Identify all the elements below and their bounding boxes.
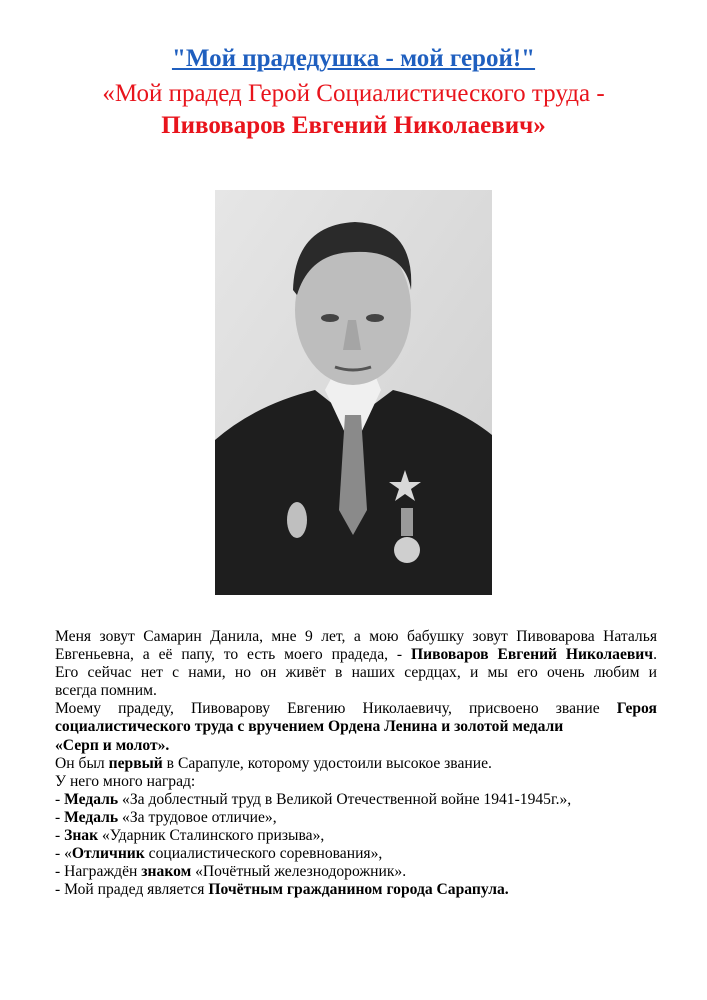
bold-text: Героя bbox=[616, 700, 657, 718]
portrait-photo-icon bbox=[215, 190, 492, 595]
text: всегда помним. bbox=[55, 682, 157, 700]
bold-text: Медаль bbox=[64, 790, 119, 808]
text-line bbox=[55, 737, 657, 755]
bold-text: знаком bbox=[141, 863, 192, 881]
story-text bbox=[55, 628, 657, 899]
text: Он был bbox=[55, 754, 109, 772]
page-subtitle: «Мой прадед Герой Социалистического труда - bbox=[102, 80, 605, 107]
text: Евгеньевна, а её папу, то есть моего прадеда, - bbox=[55, 646, 412, 664]
text: «Почётный железнодорожник». bbox=[191, 863, 407, 881]
bold-text: «Серп и молот». bbox=[55, 736, 170, 754]
text: . bbox=[653, 646, 657, 664]
text: «За доблестный труд в Великой Отечественной войне 1941-1945г.», bbox=[118, 790, 572, 808]
bold-text: Отличник bbox=[71, 845, 145, 863]
text-line bbox=[55, 755, 657, 773]
bold-text: первый bbox=[108, 754, 163, 772]
text: Меня зовут Самарин Данила, мне 9 лет, а мою бабушку зовут Пивоварова Наталья bbox=[55, 628, 657, 645]
text: - bbox=[55, 827, 65, 845]
text-line bbox=[55, 628, 657, 646]
bold-text: социалистического труда с вручением Ордена Ленина и золотой медали bbox=[55, 718, 564, 736]
text-line bbox=[55, 646, 657, 664]
bold-text: Пивоваров Евгений Николаевич bbox=[411, 646, 654, 664]
text-line bbox=[55, 809, 657, 827]
text-line bbox=[55, 863, 657, 881]
text-line bbox=[55, 664, 657, 682]
text: - Мой прадед является bbox=[55, 881, 209, 899]
text: - bbox=[55, 790, 65, 808]
text-line bbox=[55, 718, 657, 736]
text: - Награждён bbox=[55, 863, 142, 881]
text: - « bbox=[55, 845, 72, 863]
text: У него много наград: bbox=[55, 772, 196, 790]
text: социалистического соревнования», bbox=[144, 845, 383, 863]
bold-text: Медаль bbox=[64, 808, 119, 826]
text: «Ударник Сталинского призыва», bbox=[98, 827, 325, 845]
text-line bbox=[55, 682, 657, 700]
text: - bbox=[55, 808, 65, 826]
text: Его сейчас нет с нами, но он живёт в наших сердцах, и мы его очень любим и bbox=[55, 664, 657, 682]
text-line bbox=[55, 827, 657, 845]
page-title: "Мой прадедушка - мой герой!" bbox=[171, 45, 536, 72]
text-line bbox=[55, 773, 657, 791]
text-line bbox=[55, 845, 657, 863]
text-line bbox=[55, 881, 657, 899]
text-line bbox=[55, 791, 657, 809]
text-line bbox=[55, 700, 657, 718]
bold-text: Почётным гражданином города Сарапула. bbox=[208, 881, 509, 899]
text: Моему прадеду, Пивоварову Евгению Николаевичу, присвоено звание bbox=[55, 700, 617, 718]
text: в Сарапуле, которому удостоили высокое звание. bbox=[162, 754, 492, 772]
text: «За трудовое отличие», bbox=[118, 808, 277, 826]
hero-name: Пивоваров Евгений Николаевич» bbox=[161, 112, 546, 139]
bold-text: Знак bbox=[64, 827, 99, 845]
